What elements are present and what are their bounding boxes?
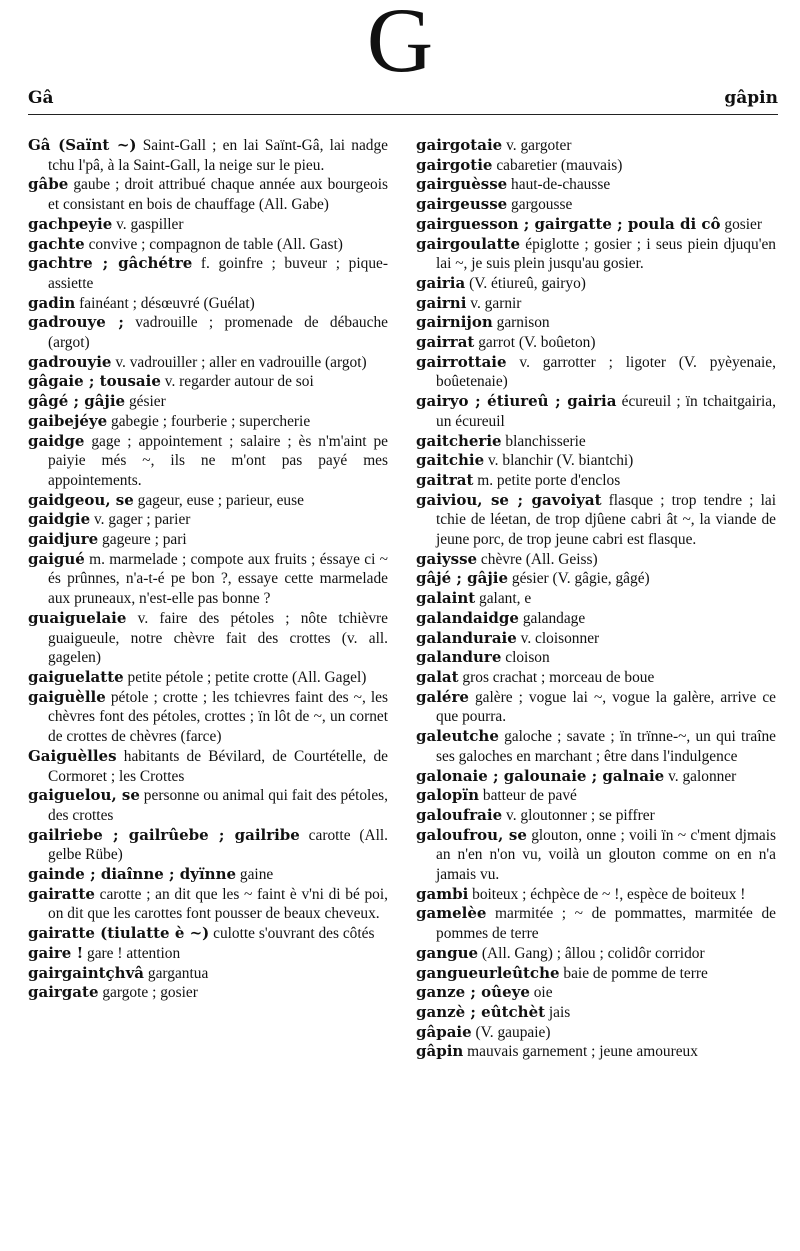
entry-definition: f. goinfre ; buveur ; pique-assiette	[48, 255, 388, 292]
dictionary-entry	[28, 747, 388, 786]
entry-definition: oie	[533, 984, 553, 1002]
entry-definition: cloison	[505, 649, 550, 667]
entry-headword: gâgaie ; tousaie	[28, 372, 161, 391]
entry-definition: convive ; compagnon de table (All. Gast)	[88, 235, 343, 253]
entry-headword: galoufrou, se	[416, 825, 527, 844]
entry-headword: gaibejéye	[28, 411, 108, 430]
dictionary-entry	[28, 924, 388, 944]
entry-headword: gamelèe	[416, 904, 487, 923]
entry-headword: gairrat	[416, 333, 475, 352]
entry-headword: galandaidge	[416, 608, 519, 627]
entry-definition: gargantua	[147, 964, 209, 982]
section-letter: G	[366, 0, 434, 91]
entry-headword: gaitchie	[416, 451, 485, 470]
header-last-word: gâpin	[724, 88, 778, 108]
entry-definition: culotte s'ouvrant des côtés	[213, 925, 375, 943]
dictionary-entry	[416, 983, 776, 1003]
entry-headword: gaidge	[28, 431, 85, 450]
entry-headword: gairgotaie	[416, 136, 503, 154]
dictionary-entry	[416, 195, 776, 215]
dictionary-entry	[28, 826, 388, 865]
entry-definition: (V. étiureû, gairyo)	[469, 274, 586, 292]
dictionary-entry	[416, 648, 776, 668]
entry-headword: gaidjure	[28, 530, 99, 549]
entry-definition: v. faire des pétoles ; nôte tchièvre guaigueule, notre chèvre fait des crottes (v. all. gagelen)	[48, 609, 388, 667]
dictionary-entry	[416, 235, 776, 274]
dictionary-entry	[28, 885, 388, 924]
entry-definition: boiteux ; échpèce de ~ !, espèce de boiteux !	[472, 885, 746, 903]
dictionary-entry	[28, 353, 388, 373]
dictionary-entry	[416, 885, 776, 905]
dictionary-entry	[416, 944, 776, 964]
entry-headword: galanduraie	[416, 628, 517, 647]
entry-definition: v. garnir	[470, 294, 522, 312]
entry-headword: gachte	[28, 234, 85, 253]
dictionary-entry	[416, 274, 776, 294]
dictionary-entry	[28, 688, 388, 747]
dictionary-entry	[416, 333, 776, 353]
entry-headword: Gâ (Saïnt ~)	[28, 136, 137, 154]
entry-definition: v. garrotter ; ligoter (V. pyèyenaie, boûetenaie)	[436, 353, 776, 391]
entry-definition: v. cloisonner	[520, 629, 600, 647]
entry-headword: gainde ; diaînne ; dyïnne	[28, 865, 237, 884]
left-column	[28, 136, 388, 1003]
entry-definition: batteur de pavé	[482, 787, 577, 805]
dictionary-entry	[28, 175, 388, 214]
dictionary-entry	[416, 471, 776, 491]
entry-headword: galonaie ; galounaie ; galnaie	[416, 766, 665, 785]
dictionary-entry	[416, 668, 776, 688]
entry-headword: galoufraie	[416, 805, 503, 824]
entry-definition: gare ! attention	[87, 944, 181, 962]
dictionary-entry	[416, 589, 776, 609]
entry-headword: gairni	[416, 293, 467, 312]
entry-definition: gésier	[128, 393, 166, 411]
entry-definition: v. gager ; parier	[93, 511, 191, 529]
entry-definition: blanchisserie	[505, 432, 586, 450]
entry-definition: galant, e	[479, 590, 532, 608]
dictionary-entry	[28, 786, 388, 825]
entry-headword: gairguesson ; gairgatte ; poula di cô	[416, 214, 721, 233]
dictionary-entry	[28, 491, 388, 511]
entry-headword: gailriebe ; gailrûebe ; gailribe	[28, 825, 300, 844]
entry-headword: gâbe	[28, 175, 69, 194]
entry-headword: gairatte (tiulatte è ~)	[28, 924, 210, 943]
entry-headword: gâpaie	[416, 1022, 472, 1041]
dictionary-entry	[28, 372, 388, 392]
dictionary-entry	[416, 392, 776, 431]
entry-definition: mauvais garnement ; jeune amoureux	[467, 1043, 698, 1061]
dictionary-entry	[28, 550, 388, 609]
entry-definition: gargote ; gosier	[102, 984, 198, 1002]
entry-headword: gadrouyie	[28, 352, 112, 371]
dictionary-entry	[28, 609, 388, 668]
entry-definition: carotte (All. gelbe Rübe)	[48, 826, 388, 864]
entry-headword: gairgeusse	[416, 195, 508, 214]
entry-headword: gairgaintçhvâ	[28, 963, 145, 982]
entry-definition: glouton, onne ; voili ïn ~ c'ment djmais an n'en n'on vu, voilà un glouton comme on en n'a jamais vu.	[436, 826, 777, 884]
entry-headword: gangue	[416, 943, 479, 962]
entry-definition: m. marmelade ; compote aux fruits ; éssaye ci ~ és prûnnes, n'a-t-é pe bon ?, essaye cette marmelade aux pruneaux, n'est-elle pas bonne ?	[48, 550, 388, 608]
dictionary-entry	[28, 432, 388, 491]
entry-definition: m. petite porte d'enclos	[477, 471, 621, 489]
dictionary-entry	[416, 727, 776, 766]
dictionary-entry	[28, 983, 388, 1003]
entry-definition: v. vadrouiller ; aller en vadrouille (argot)	[115, 353, 367, 371]
dictionary-entry	[416, 964, 776, 984]
entry-definition: galoche ; savate ; ïn trïnne-~, un qui traîne ses galoches en marchant ; être dans l'indulgence	[436, 728, 776, 765]
entry-definition: gros crachat ; morceau de boue	[462, 668, 655, 686]
dictionary-entry	[416, 313, 776, 333]
entry-definition: gageure ; pari	[102, 531, 187, 549]
entry-definition: cabaretier (mauvais)	[496, 156, 623, 174]
right-column	[416, 136, 776, 1062]
dictionary-entry	[416, 1023, 776, 1043]
dictionary-entry	[416, 767, 776, 787]
entry-definition: épiglotte ; gosier ; i seus piein djuqu'en lai ~, je suis plein jusqu'au gosier.	[436, 235, 776, 273]
entry-definition: gargousse	[511, 196, 573, 214]
entry-headword: galaint	[416, 589, 476, 608]
entry-headword: gangueurleûtche	[416, 963, 560, 982]
entry-definition: v. galonner	[668, 767, 737, 785]
dictionary-entry	[416, 136, 776, 156]
entry-definition: galère ; vogue lai ~, vogue la galère, arrive ce que pourra.	[436, 688, 776, 726]
entry-headword: gadrouye ;	[28, 313, 124, 332]
entry-definition: carotte ; an dit que les ~ faint è v'ni di bé poi, on dit que les carottes font pousser de beaux cheveux.	[48, 885, 388, 923]
dictionary-entry	[28, 944, 388, 964]
running-header	[28, 88, 778, 114]
entry-definition: habitants de Bévilard, de Courtételle, de Cormoret ; les Crottes	[48, 747, 388, 785]
entry-headword: ganze ; oûeye	[416, 983, 530, 1002]
entry-definition: écureuil ; ïn tchaitgairia, un écureuil	[436, 393, 776, 430]
entry-headword: gairnijon	[416, 313, 493, 332]
dictionary-entry	[28, 964, 388, 984]
entry-definition: chèvre (All. Geiss)	[480, 550, 598, 568]
dictionary-entry	[416, 629, 776, 649]
dictionary-entry	[28, 510, 388, 530]
entry-headword: gaiguelou, se	[28, 786, 140, 805]
dictionary-entry	[28, 254, 388, 293]
dictionary-entry	[416, 688, 776, 727]
entry-headword: gambi	[416, 884, 469, 903]
entry-definition: (V. gaupaie)	[475, 1023, 551, 1041]
entry-headword: gaiguèlle	[28, 687, 106, 706]
entry-headword: galat	[416, 667, 459, 686]
entry-headword: gaiguelatte	[28, 667, 124, 686]
dictionary-entry	[416, 451, 776, 471]
entry-definition: gaube ; droit attribué chaque année aux bourgeois et consistant en bois de chauffage (All. Gabe)	[48, 176, 388, 214]
entry-definition: gageur, euse ; parieur, euse	[137, 491, 304, 509]
entry-definition: petite pétole ; petite crotte (All. Gagel)	[127, 668, 367, 686]
entry-headword: gairgoulatte	[416, 234, 521, 253]
dictionary-entry	[416, 156, 776, 176]
entry-headword: gaidgie	[28, 510, 91, 529]
entry-headword: gachtre ; gâchétre	[28, 254, 193, 273]
entry-definition: pétole ; crotte ; les tchievres faint des ~, les chèvres font des pétoles, crottes ; ïn lôt de ~, un cornet de crottes de chèvres (farce)	[48, 688, 388, 746]
entry-headword: guaiguelaie	[28, 608, 127, 627]
dictionary-entry	[416, 432, 776, 452]
entry-definition: v. regarder autour de soi	[164, 373, 314, 391]
entry-headword: gaitcherie	[416, 431, 502, 450]
dictionary-entry	[416, 353, 776, 392]
entry-definition: personne ou animal qui fait des pétoles, des crottes	[48, 787, 388, 824]
entry-definition: (All. Gang) ; âllou ; colidôr corridor	[481, 944, 705, 962]
entry-definition: garnison	[496, 314, 550, 332]
entry-definition: marmitée ; ~ de pommattes, marmitée de pommes de terre	[436, 905, 776, 943]
dictionary-entry	[28, 215, 388, 235]
header-first-word: Gâ	[28, 88, 54, 108]
dictionary-entry	[416, 1042, 776, 1062]
entry-definition: gosier	[724, 215, 762, 233]
entry-definition: garrot (V. boûeton)	[478, 334, 596, 352]
entry-headword: gaidgeou, se	[28, 490, 134, 509]
entry-definition: v. gargoter	[506, 137, 572, 154]
entry-definition: gabegie ; fourberie ; supercherie	[111, 412, 311, 430]
entry-headword: gâpin	[416, 1042, 464, 1061]
entry-headword: galandure	[416, 648, 502, 667]
entry-definition: Saint-Gall ; en lai Saïnt-Gâ, lai nadge tchu l'pâ, à la Saint-Gall, la neige sur le pieu.	[48, 137, 388, 174]
entry-definition: jais	[548, 1003, 571, 1021]
dictionary-entry	[416, 175, 776, 195]
dictionary-entry	[28, 235, 388, 255]
entry-definition: baie de pomme de terre	[563, 964, 708, 982]
dictionary-entry	[28, 668, 388, 688]
dictionary-entry	[416, 491, 776, 550]
entry-definition: vadrouille ; promenade de débauche (argot)	[48, 314, 388, 352]
entry-headword: ganzè ; eûtchèt	[416, 1002, 546, 1021]
entry-headword: gairgate	[28, 983, 99, 1002]
dictionary-entry	[28, 865, 388, 885]
entry-headword: galére	[416, 687, 469, 706]
dictionary-entry	[416, 569, 776, 589]
dictionary-entry	[28, 294, 388, 314]
entry-headword: gâgé ; gâjie	[28, 392, 126, 411]
entry-headword: gaitrat	[416, 470, 474, 489]
entry-headword: gaigué	[28, 549, 85, 568]
entry-headword: gaiviou, se ; gavoiyat	[416, 490, 602, 509]
entry-headword: gairgotie	[416, 155, 493, 174]
dictionary-entry	[416, 826, 776, 885]
dictionary-entry	[416, 904, 776, 943]
dictionary-entry	[28, 136, 388, 175]
dictionary-entry	[28, 412, 388, 432]
entry-headword: gachpeyie	[28, 214, 113, 233]
dictionary-entry	[28, 392, 388, 412]
entry-definition: gage ; appointement ; salaire ; ès n'm'aint pe paiyie més ~, ils ne m'ont pas payé mes appointements.	[48, 432, 388, 489]
dictionary-entry	[416, 1003, 776, 1023]
entry-headword: gaire !	[28, 943, 84, 962]
entry-definition: fainéant ; désœuvré (Guélat)	[79, 294, 255, 312]
dictionary-entry	[416, 806, 776, 826]
entry-headword: gairatte	[28, 884, 95, 903]
entry-headword: gairia	[416, 273, 466, 292]
entry-definition: haut-de-chausse	[511, 176, 611, 194]
entry-headword: gadin	[28, 293, 76, 312]
entry-definition: v. gaspiller	[116, 215, 184, 233]
entry-headword: gâjé ; gâjie	[416, 569, 509, 588]
dictionary-entry	[416, 294, 776, 314]
dictionary-entry	[416, 215, 776, 235]
entry-headword: galeutche	[416, 727, 499, 746]
dictionary-entry	[416, 786, 776, 806]
entry-headword: gairyo ; étiureû ; gairia	[416, 392, 617, 411]
entry-definition: gaine	[239, 866, 274, 884]
entry-definition: v. gloutonner ; se piffrer	[506, 806, 655, 824]
entry-headword: Gaiguèlles	[28, 746, 117, 765]
entry-definition: galandage	[522, 609, 586, 627]
header-rule	[28, 114, 778, 115]
dictionary-entry	[416, 609, 776, 629]
entry-definition: flasque ; trop tendre ; lai tchie de léetan, de trop djûene cabri ât ~, la viande de jeune porc, de trop jeune cabri est flasque.	[436, 491, 776, 549]
dictionary-entry	[28, 530, 388, 550]
entry-headword: gaiysse	[416, 549, 478, 568]
dictionary-entry	[416, 550, 776, 570]
entry-definition: v. blanchir (V. biantchi)	[487, 452, 634, 470]
entry-headword: galopïn	[416, 786, 480, 805]
entry-headword: gairrottaie	[416, 352, 507, 371]
entry-definition: gésier (V. gâgie, gâgé)	[511, 570, 650, 588]
entry-headword: gairguèsse	[416, 175, 508, 194]
dictionary-entry	[28, 313, 388, 352]
